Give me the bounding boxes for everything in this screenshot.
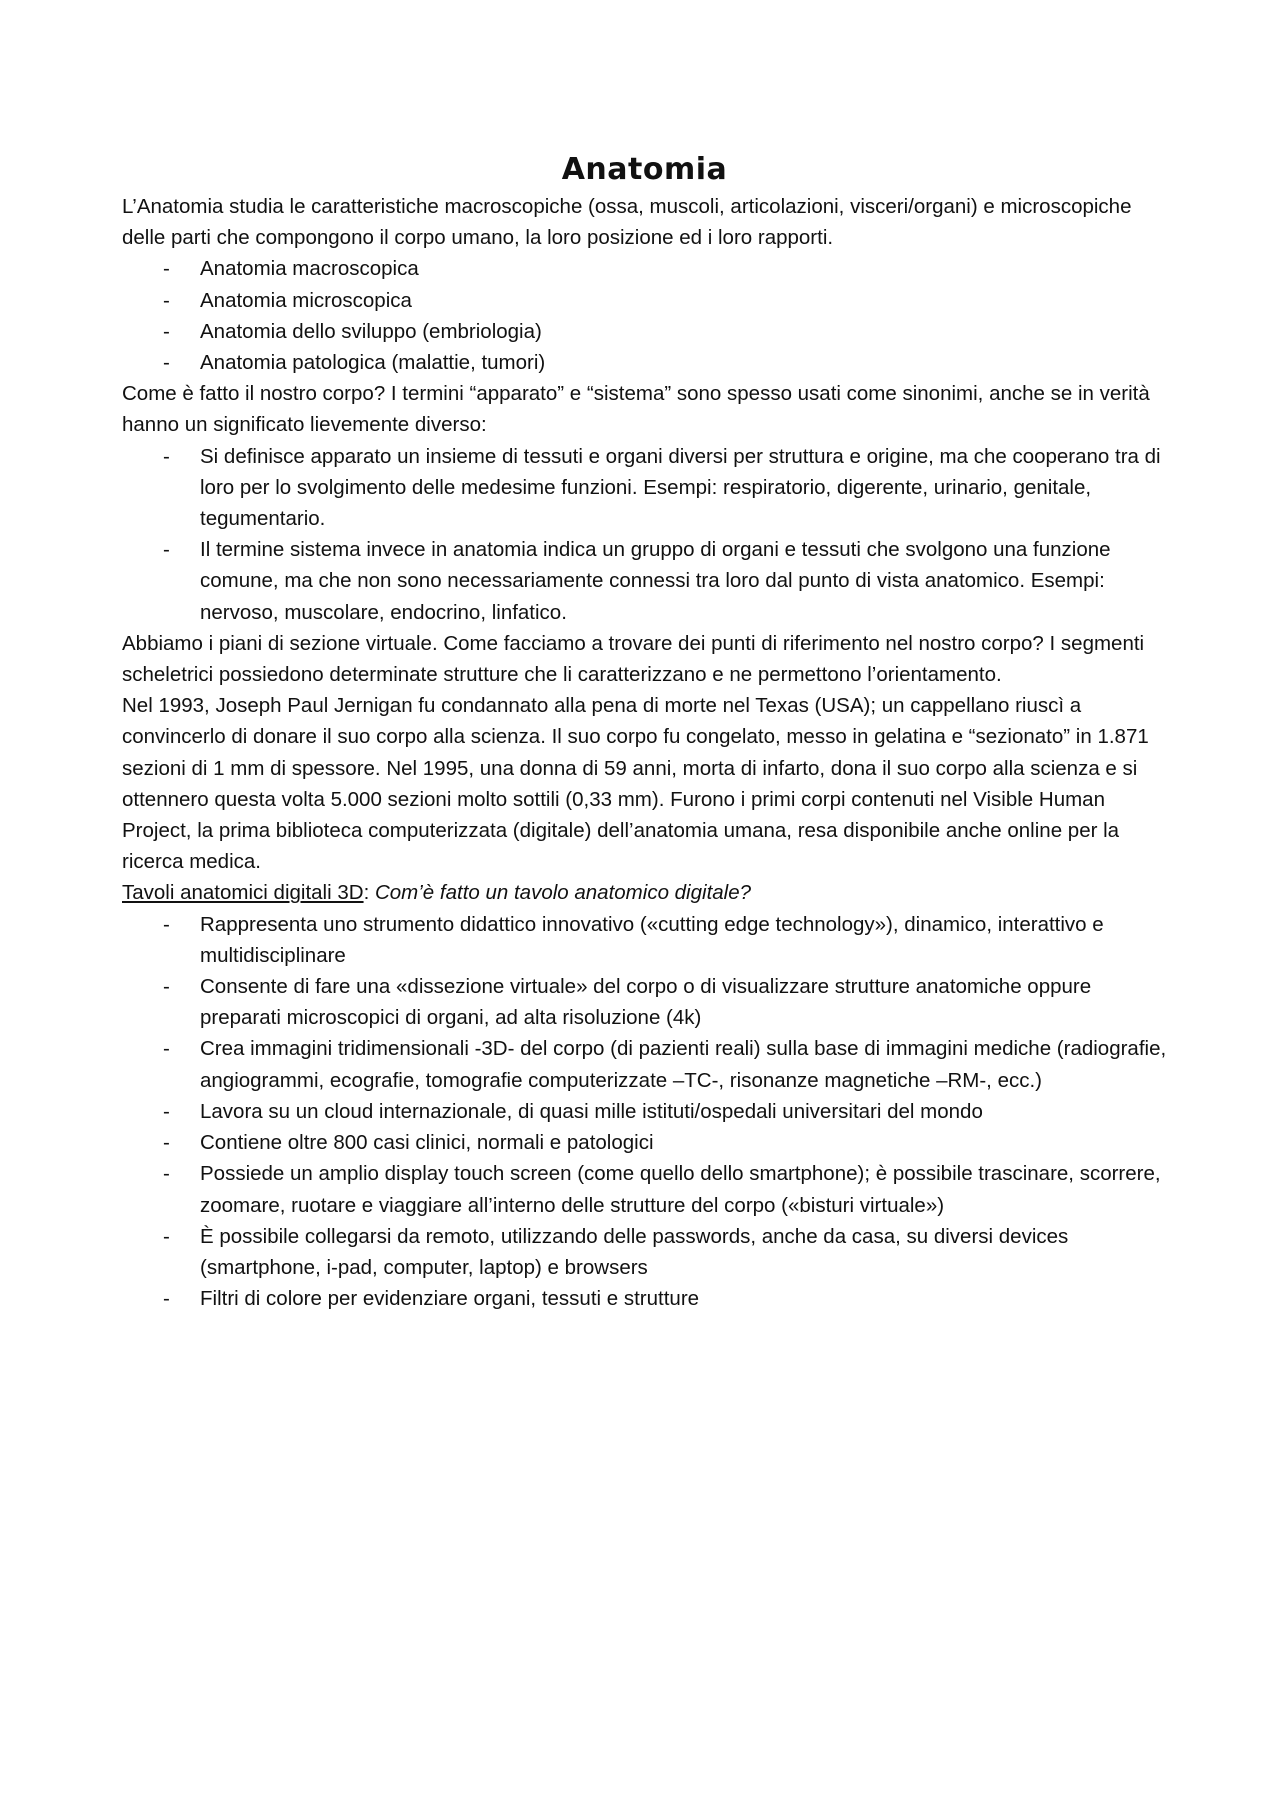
list-item: - Rappresenta uno strumento didattico innovativo («cutting edge technology»), dinamico, interattivo e multidisciplinare xyxy=(200,909,1167,971)
visible-human-paragraph: Nel 1993, Joseph Paul Jernigan fu condannato alla pena di morte nel Texas (USA); un cappellano riuscì a convincerlo di donare il suo corpo alla scienza. Il suo corpo fu congelato, messo in gelatina e “sezionato” in 1.871 sezioni di 1 mm di spessore. Nel 1995, una donna di 59 anni, morta di infarto, dona il suo corpo alla scienza e si ottennero questa volta 5.000 sezioni molto sottili (0,33 mm). Furono i primi corpi contenuti nel Visible Human Project, la prima biblioteca computerizzata (digitale) dell’anatomia umana, resa disponibile anche online per la ricerca medica. xyxy=(122,694,1149,874)
features-list xyxy=(122,909,1167,1315)
list-item: - Anatomia microscopica xyxy=(200,285,1167,316)
tavoli-heading: Tavoli anatomici digitali 3D xyxy=(122,881,364,905)
list-item: - Possiede un amplio display touch screen (come quello dello smartphone); è possibile trascinare, scorrere, zoomare, ruotare e viaggiare all’interno delle strutture del corpo («bisturi virtuale») xyxy=(200,1158,1167,1220)
tavoli-question: Com’è fatto un tavolo anatomico digitale? xyxy=(374,881,752,905)
list-item: - Consente di fare una «dissezione virtuale» del corpo o di visualizzare strutture anatomiche oppure preparati microscopici di organi, ad alta risoluzione (4k) xyxy=(200,971,1167,1033)
tavoli-heading-line xyxy=(122,877,1167,908)
list-item: - Si definisce apparato un insieme di tessuti e organi diversi per struttura e origine, ma che cooperano tra di loro per lo svolgimento delle medesime funzioni. Esempi: respiratorio, digerente, urinario, genitale, tegumentario. xyxy=(200,441,1167,535)
list-item: - Anatomia dello sviluppo (embriologia) xyxy=(200,316,1167,347)
piani-paragraph: Abbiamo i piani di sezione virtuale. Come facciamo a trovare dei punti di riferimento nel nostro corpo? I segmenti scheletrici possiedono determinate strutture che li caratterizzano e ne permettono l’orientamento. xyxy=(122,631,1145,687)
list-item: - Filtri di colore per evidenziare organi, tessuti e strutture xyxy=(200,1283,1167,1314)
list-item: - Il termine sistema invece in anatomia indica un gruppo di organi e tessuti che svolgono una funzione comune, ma che non sono necessariamente connessi tra loro dal punto di vista anatomico. Esempi: nervoso, muscolare, endocrino, linfatico. xyxy=(200,534,1167,628)
intro-paragraph: L’Anatomia studia le caratteristiche macroscopiche (ossa, muscoli, articolazioni, visceri/organi) e microscopiche delle parti che compongono il corpo umano, la loro posizione ed i loro rapporti. xyxy=(122,195,1132,250)
document-page xyxy=(122,150,1167,1314)
list-item: - Crea immagini tridimensionali -3D- del corpo (di pazienti reali) sulla base di immagini mediche (radiografie, angiogrammi, ecografie, tomografie computerizzate –TC-, risonanze magnetiche –RM-, ecc.) xyxy=(200,1033,1167,1095)
list-item: - Anatomia patologica (malattie, tumori) xyxy=(200,347,1167,378)
definitions-list xyxy=(122,441,1167,628)
page-title: Anatomia xyxy=(561,152,728,187)
list-item: - È possibile collegarsi da remoto, utilizzando delle passwords, anche da casa, su diversi devices (smartphone, i-pad, computer, laptop) e browsers xyxy=(200,1221,1167,1283)
tavoli-separator: : xyxy=(363,881,375,905)
list-item: - Anatomia macroscopica xyxy=(200,253,1167,284)
list-item: - Lavora su un cloud internazionale, di quasi mille istituti/ospedali universitari del mondo xyxy=(200,1096,1167,1127)
branches-list xyxy=(122,253,1167,378)
list-item: - Contiene oltre 800 casi clinici, normali e patologici xyxy=(200,1127,1167,1158)
apparato-intro-paragraph: Come è fatto il nostro corpo? I termini “apparato” e “sistema” sono spesso usati come sinonimi, anche se in verità hanno un significato lievemente diverso: xyxy=(122,382,1150,437)
